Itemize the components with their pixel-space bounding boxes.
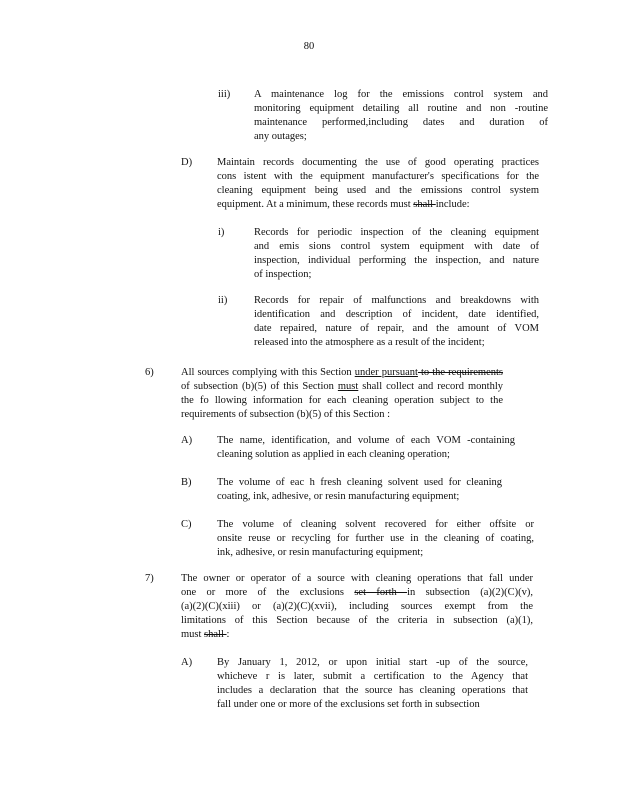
text-line <box>217 156 539 170</box>
line-text: any outages; <box>254 131 307 142</box>
line-text: include: <box>435 199 470 210</box>
text-line <box>254 226 539 240</box>
struck-text: to the requirements <box>417 367 503 378</box>
line-text: in subsection (a)(2)(C)(v), <box>407 587 533 598</box>
item-text <box>254 294 539 350</box>
text-line <box>254 240 539 254</box>
text-line <box>217 656 528 670</box>
text-line <box>217 546 534 560</box>
text-line <box>217 198 539 212</box>
line-text: monitoring equipment detailing all routine and non -routine <box>254 103 548 114</box>
text-line <box>217 684 528 698</box>
text-line <box>254 254 539 268</box>
item-text <box>217 156 539 212</box>
line-text: ink, adhesive, or resin manufacturing equipment; <box>217 547 424 558</box>
line-text: The name, identification, and volume of each VOM -containing <box>217 435 515 446</box>
line-text: Records for periodic inspection of the cleaning equipment <box>254 227 539 238</box>
text-line <box>217 490 502 504</box>
struck-text: shall <box>204 629 227 640</box>
inserted-text: under pursuant <box>354 367 418 378</box>
item-text <box>217 656 528 712</box>
struck-text: set forth <box>354 587 408 598</box>
line-text: cons istent with the equipment manufacturer's specifications for the <box>217 171 539 182</box>
struck-text: shall <box>413 199 436 210</box>
line-text: The volume of eac h fresh cleaning solvent used for cleaning <box>217 477 502 488</box>
line-text: (a)(2)(C)(xiii) or (a)(2)(C)(xvii), including sources exempt from the <box>181 601 533 612</box>
text-line <box>217 532 534 546</box>
page-number: 80 <box>303 41 315 52</box>
text-line <box>181 600 533 614</box>
line-text: one or more of the exclusions <box>181 587 355 598</box>
item-text <box>217 434 515 462</box>
text-line <box>181 572 533 586</box>
text-line <box>217 184 539 198</box>
text-line <box>254 322 539 336</box>
line-text: of subsection (b)(5) of this Section <box>181 381 338 392</box>
text-line <box>181 628 533 642</box>
item-label: A) <box>181 657 193 668</box>
text-line <box>181 394 503 408</box>
text-line <box>254 102 548 116</box>
text-line <box>217 670 528 684</box>
text-line <box>217 170 539 184</box>
text-line <box>254 268 539 282</box>
line-text: fall under one or more of the exclusions set forth in subsection <box>217 699 480 710</box>
text-line <box>181 408 503 422</box>
line-text: Maintain records documenting the use of good operating practices <box>217 157 539 168</box>
item-text <box>181 572 533 642</box>
line-text: cleaning equipment being used and the emissions control system <box>217 185 539 196</box>
line-text: By January 1, 2012, or upon initial start -up of the source, <box>217 657 528 668</box>
text-line <box>217 476 502 490</box>
line-text: released into the atmosphere as a result of the incident; <box>254 337 485 348</box>
item-label: B) <box>181 477 192 488</box>
line-text: must <box>181 629 205 640</box>
text-line <box>181 380 503 394</box>
item-label: 7) <box>145 573 154 584</box>
line-text: The owner or operator of a source with cleaning operations that fall under <box>181 573 533 584</box>
text-line <box>254 88 548 102</box>
text-line <box>217 518 534 532</box>
text-line <box>217 698 528 712</box>
line-text: maintenance performed,including dates and duration of <box>254 117 548 128</box>
line-text: inspection, individual performing the inspection, and nature <box>254 255 539 266</box>
line-text: cleaning solution as applied in each cleaning operation; <box>217 449 450 460</box>
text-line <box>254 336 539 350</box>
line-text: requirements of subsection (b)(5) of this Section : <box>181 409 391 420</box>
text-line <box>181 614 533 628</box>
item-label: iii) <box>218 89 231 100</box>
line-text: whicheve r is later, submit a certification to the Agency that <box>217 671 528 682</box>
item-label: i) <box>218 227 225 238</box>
text-line <box>217 448 515 462</box>
line-text: The volume of cleaning solvent recovered for either offsite or <box>217 519 534 530</box>
line-text: shall collect and record monthly <box>358 381 503 392</box>
item-text <box>217 518 534 560</box>
item-label: C) <box>181 519 192 530</box>
item-text <box>217 476 502 504</box>
text-line <box>254 130 548 144</box>
item-label: 6) <box>145 367 154 378</box>
text-line <box>254 116 548 130</box>
line-text: includes a declaration that the source has cleaning operations that <box>217 685 528 696</box>
text-line <box>254 308 539 322</box>
item-text <box>254 88 548 144</box>
text-line <box>181 366 503 380</box>
text-line <box>217 434 515 448</box>
inserted-text: must <box>337 381 359 392</box>
text-line <box>181 586 533 600</box>
line-text: equipment. At a minimum, these records must <box>217 199 414 210</box>
line-text: : <box>226 629 230 640</box>
line-text: and emis sions control system equipment with date of <box>254 241 539 252</box>
item-text <box>254 226 539 282</box>
item-text <box>181 366 503 422</box>
line-text: onsite reuse or recycling for further use in the cleaning of coating, <box>217 533 534 544</box>
line-text: of inspection; <box>254 269 312 280</box>
item-label: D) <box>181 157 193 168</box>
text-line <box>254 294 539 308</box>
line-text: Records for repair of malfunctions and breakdowns with <box>254 295 539 306</box>
item-label: A) <box>181 435 193 446</box>
line-text: limitations of this Section because of the criteria in subsection (a)(1), <box>181 615 533 626</box>
item-label: ii) <box>218 295 228 306</box>
line-text: identification and description of incident, date identified, <box>254 309 539 320</box>
line-text: All sources complying with this Section <box>181 367 355 378</box>
line-text: date repaired, nature of repair, and the amount of VOM <box>254 323 539 334</box>
line-text: the fo llowing information for each cleaning operation subject to the <box>181 395 503 406</box>
line-text: coating, ink, adhesive, or resin manufacturing equipment; <box>217 491 460 502</box>
line-text: A maintenance log for the emissions control system and <box>254 89 548 100</box>
